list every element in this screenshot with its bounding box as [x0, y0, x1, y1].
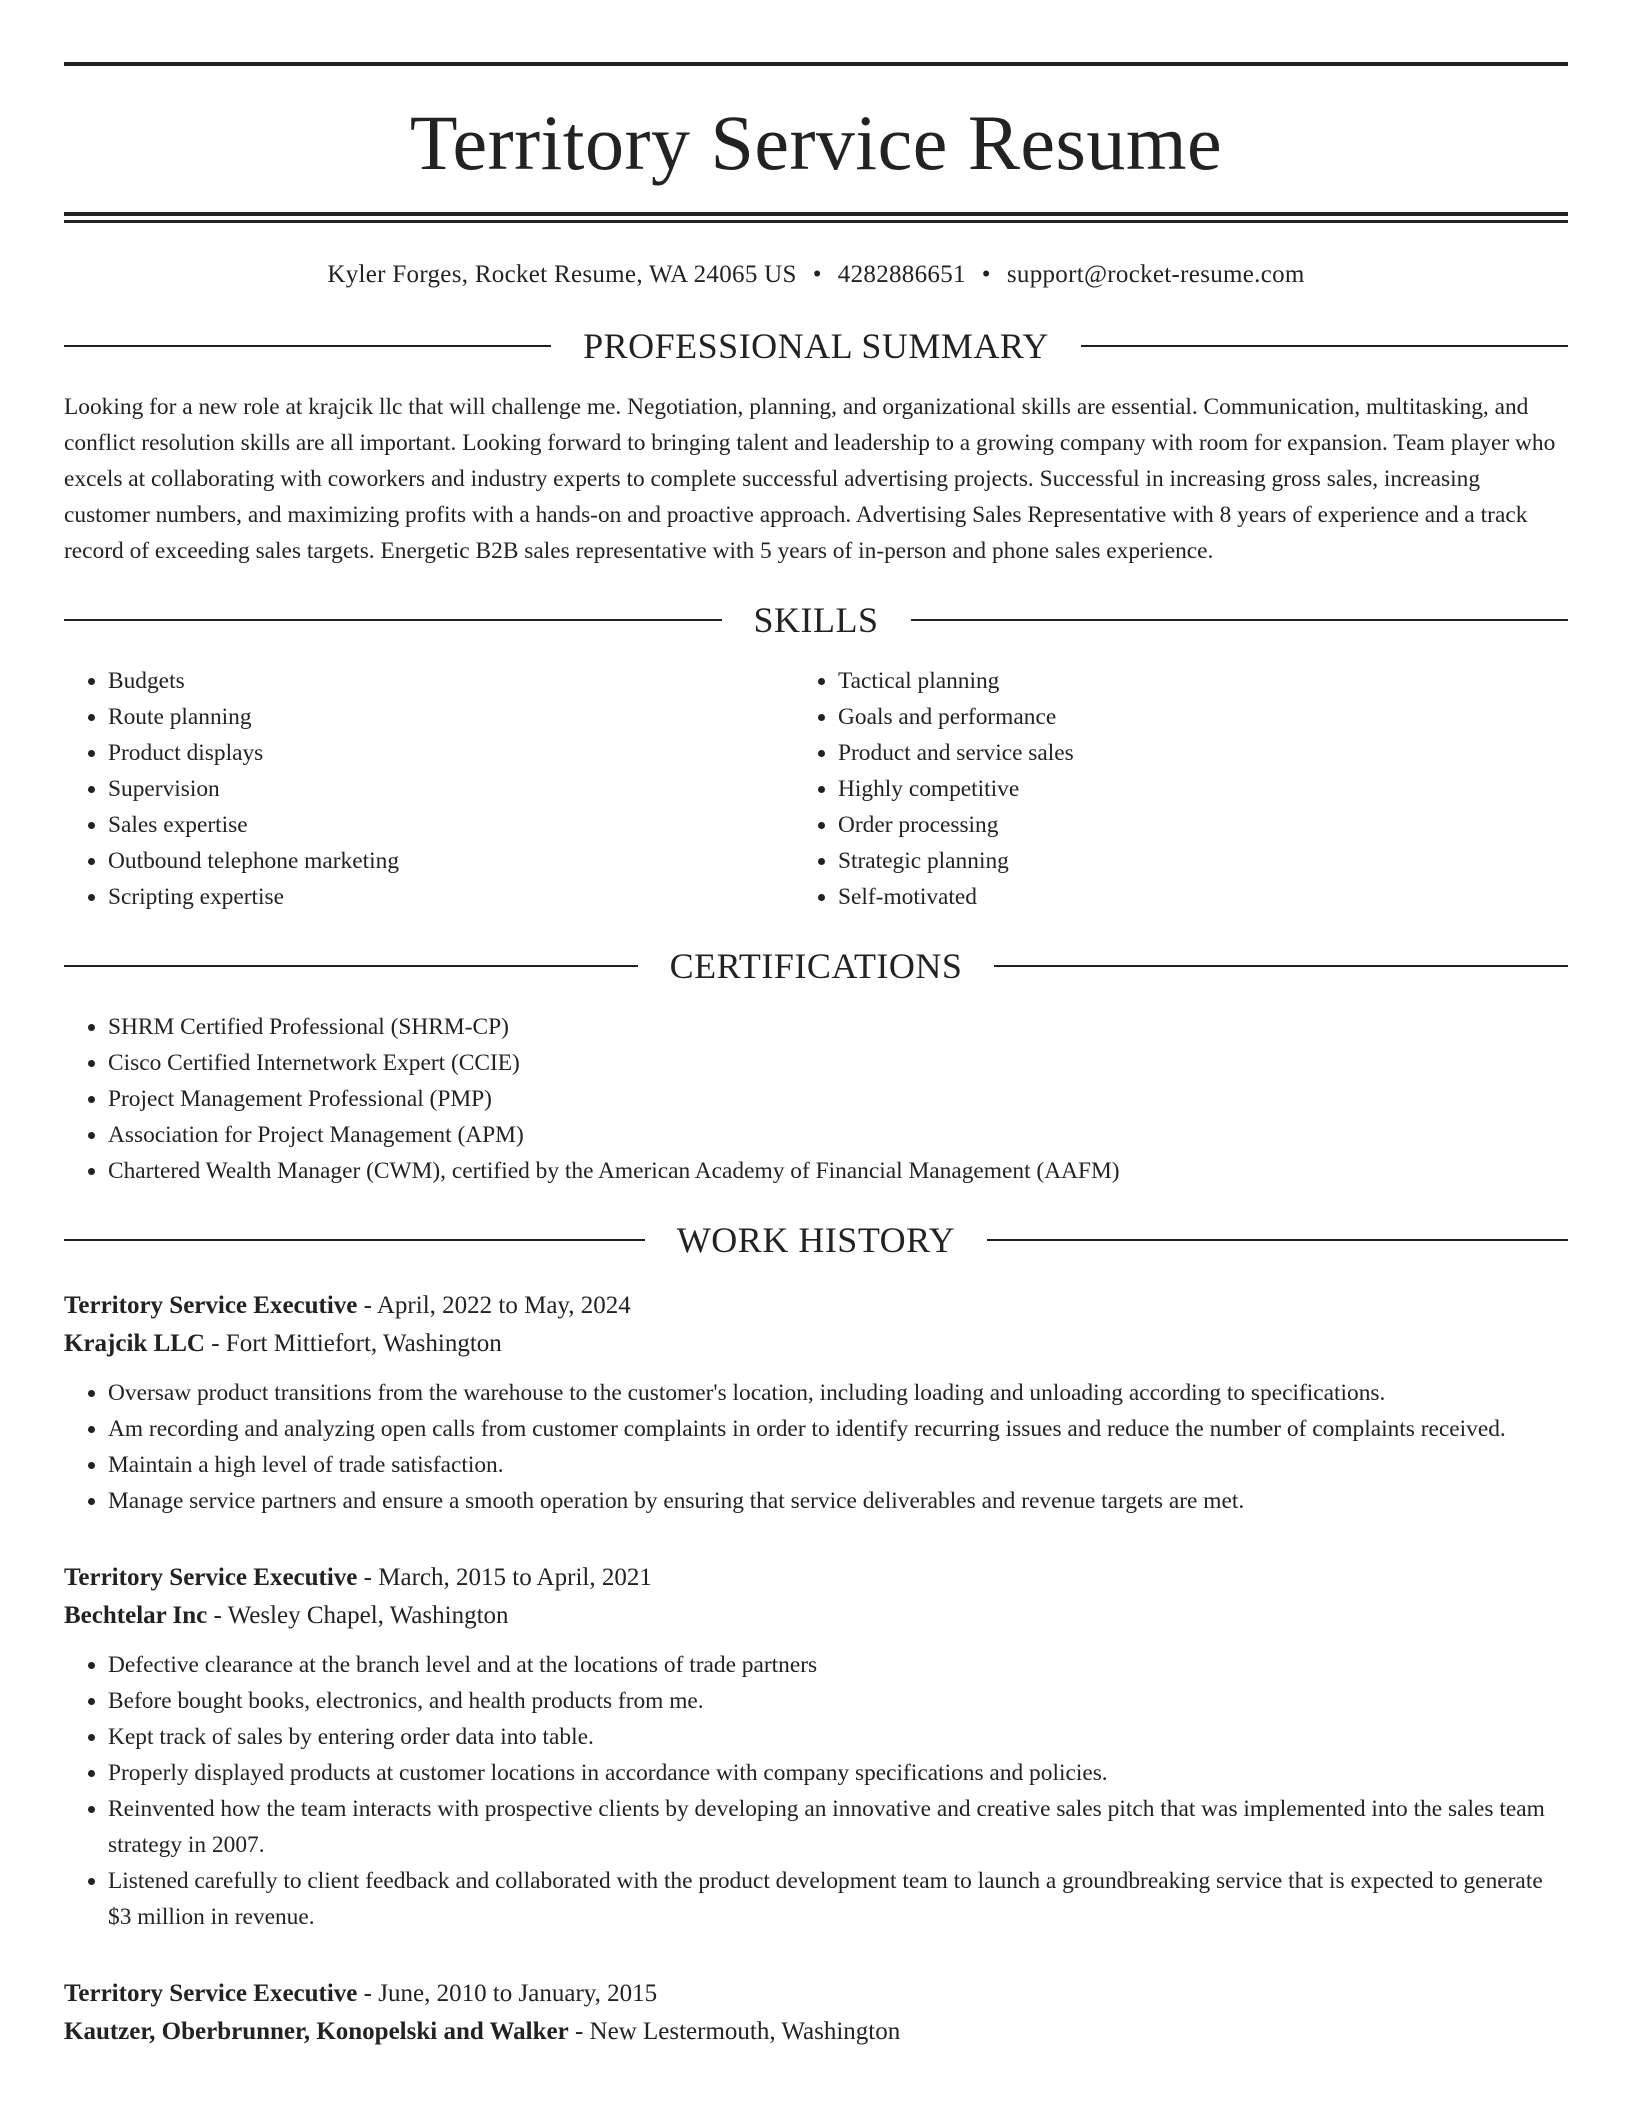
job-bullet: • Reinvented how the team interacts with prospective clients by developing an innovative and creative sales pitch that was implemented into the sales team strategy in 2007.	[108, 1791, 1568, 1863]
contact-email: support@rocket-resume.com	[1006, 261, 1305, 288]
job-dates: - March, 2015 to April, 2021	[357, 1564, 652, 1591]
job-location: - Wesley Chapel, Washington	[207, 1602, 509, 1629]
skill-item: • Self-motivated	[838, 879, 1568, 915]
job-title: Territory Service Executive	[64, 1980, 358, 2007]
job-bullet: • Maintain a high level of trade satisfaction.	[108, 1447, 1568, 1483]
certification-item: • Cisco Certified Internetwork Expert (CCIE)	[108, 1045, 1568, 1081]
heading-rule	[64, 619, 722, 621]
job-company-line	[64, 1325, 1568, 1363]
skill-item: • Outbound telephone marketing	[108, 843, 838, 879]
job-bullets	[64, 1647, 1568, 1935]
heading-rule	[1081, 345, 1568, 347]
work-section-heading	[64, 1219, 1568, 1261]
certification-item: • SHRM Certified Professional (SHRM-CP)	[108, 1009, 1568, 1045]
skill-item: • Goals and performance	[838, 699, 1568, 735]
job-bullet: • Defective clearance at the branch level and at the locations of trade partners	[108, 1647, 1568, 1683]
skills-list-right	[838, 663, 1568, 915]
skill-item: • Budgets	[108, 663, 838, 699]
resume-title: Territory Service Resume	[409, 99, 1223, 186]
heading-rule	[911, 619, 1569, 621]
heading-rule	[987, 1239, 1568, 1241]
heading-rule	[64, 345, 551, 347]
summary-section-heading	[64, 325, 1568, 367]
certifications-heading: CERTIFICATIONS	[669, 946, 963, 986]
contact-separator: •	[812, 261, 822, 288]
skills-section-heading	[64, 599, 1568, 641]
certification-item: • Chartered Wealth Manager (CWM), certified by the American Academy of Financial Management (AAFM)	[108, 1153, 1568, 1189]
work-heading: WORK HISTORY	[676, 1220, 956, 1260]
job-bullet: • Properly displayed products at customer locations in accordance with company specifications and policies.	[108, 1755, 1568, 1791]
skill-item: • Highly competitive	[838, 771, 1568, 807]
skill-item: • Strategic planning	[838, 843, 1568, 879]
job-bullet: • Oversaw product transitions from the warehouse to the customer's location, including loading and unloading according to specifications.	[108, 1375, 1568, 1411]
skills-columns	[64, 663, 1568, 915]
skill-item: • Order processing	[838, 807, 1568, 843]
job-bullet: • Am recording and analyzing open calls from customer complaints in order to identify recurring issues and reduce the number of complaints received.	[108, 1411, 1568, 1447]
job-title: Territory Service Executive	[64, 1292, 358, 1319]
contact-separator: •	[981, 261, 991, 288]
skill-item: • Tactical planning	[838, 663, 1568, 699]
heading-rule	[64, 1239, 645, 1241]
job-location: - Fort Mittiefort, Washington	[204, 1330, 502, 1357]
job-company-line	[64, 1597, 1568, 1635]
job-company-line	[64, 2013, 1568, 2051]
job-dates: - April, 2022 to May, 2024	[357, 1292, 631, 1319]
skills-heading: SKILLS	[753, 600, 879, 640]
skill-item: • Sales expertise	[108, 807, 838, 843]
job-bullet: • Listened carefully to client feedback and collaborated with the product development team to launch a groundbreaking service that is expected to generate $3 million in revenue.	[108, 1863, 1568, 1935]
skill-item: • Product and service sales	[838, 735, 1568, 771]
skill-item: • Route planning	[108, 699, 838, 735]
heading-rule	[64, 965, 638, 967]
job-company: Bechtelar Inc	[64, 1602, 208, 1629]
job-bullet: • Before bought books, electronics, and health products from me.	[108, 1683, 1568, 1719]
contact-line	[64, 261, 1568, 289]
skill-item: • Product displays	[108, 735, 838, 771]
job-bullet: • Manage service partners and ensure a smooth operation by ensuring that service deliverables and revenue targets are met.	[108, 1483, 1568, 1519]
certification-item: • Project Management Professional (PMP)	[108, 1081, 1568, 1117]
skill-item: • Supervision	[108, 771, 838, 807]
skills-list-left	[64, 663, 838, 915]
job-location: - New Lestermouth, Washington	[568, 2018, 901, 2045]
contact-address: Kyler Forges, Rocket Resume, WA 24065 US	[327, 261, 797, 288]
job-title-line	[64, 1287, 1568, 1325]
job-title: Territory Service Executive	[64, 1564, 358, 1591]
summary-text: Looking for a new role at krajcik llc that will challenge me. Negotiation, planning, and organizational skills are essential. Communication, multitasking, and conflict resolution skills are all important. Looking forward to bringing talent and leadership to a growing company with room for expansion. Team player who excels at collaborating with coworkers and industry experts to complete successful advertising projects. Successful in increasing gross sales, increasing customer numbers, and maximizing profits with a hands-on and proactive approach. Advertising Sales Representative with 8 years of experience and a track record of exceeding sales targets. Energetic B2B sales representative with 5 years of in-person and phone sales experience.	[64, 394, 1556, 564]
job-title-line	[64, 1559, 1568, 1597]
job-bullets	[64, 1375, 1568, 1519]
job-company: Kautzer, Oberbrunner, Konopelski and Walker	[64, 2018, 569, 2045]
contact-phone: 4282886651	[837, 261, 966, 288]
job-entry	[64, 1559, 1568, 1935]
job-bullet: • Kept track of sales by entering order data into table.	[108, 1719, 1568, 1755]
title-double-rule	[64, 212, 1568, 223]
resume-page	[64, 0, 1568, 2051]
job-company: Krajcik LLC	[64, 1330, 205, 1357]
summary-heading: PROFESSIONAL SUMMARY	[583, 326, 1049, 366]
certifications-list	[64, 1009, 1568, 1189]
job-entry	[64, 1287, 1568, 1519]
job-entry	[64, 1975, 1568, 2051]
skill-item: • Scripting expertise	[108, 879, 838, 915]
job-dates: - June, 2010 to January, 2015	[357, 1980, 658, 2007]
job-title-line	[64, 1975, 1568, 2013]
heading-rule	[994, 965, 1568, 967]
certification-item: • Association for Project Management (APM)	[108, 1117, 1568, 1153]
top-rule	[64, 62, 1568, 66]
certifications-section-heading	[64, 945, 1568, 987]
